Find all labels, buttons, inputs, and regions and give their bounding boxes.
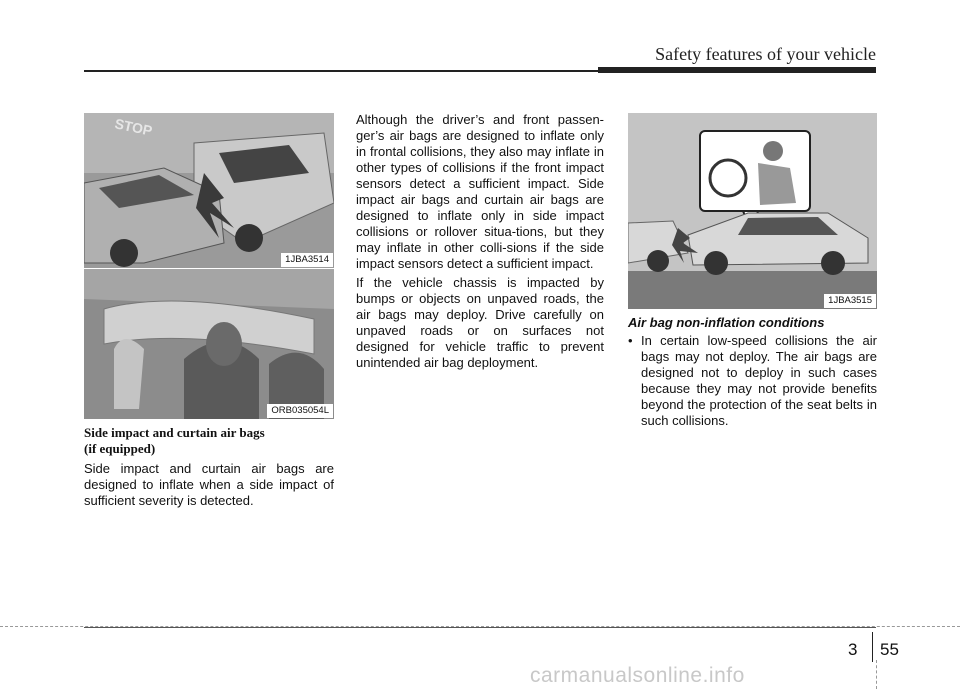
figure-label: ORB035054L (267, 404, 333, 418)
bullet-text: In certain low-speed collisions the air bags may not deploy. The air bags are designed not to deploy in such cases because they may not provide benefits beyond the protection of the seat belts in such collisions. (641, 333, 877, 428)
figure-low-speed-collision (628, 113, 877, 309)
figure-side-collision (84, 113, 334, 268)
heading-line-1: Side impact and curtain air bags (84, 425, 265, 440)
figure-curtain-airbag (84, 269, 334, 419)
heading-line-2: (if equipped) (84, 441, 156, 456)
watermark: carmanualsonline.info (530, 664, 745, 687)
page-number-divider (872, 632, 873, 662)
curtain-airbag-illustration (84, 269, 334, 419)
paragraph-2: If the vehicle chassis is impacted by bumps or objects on unpaved roads, the air bags may deploy. Drive carefully on unpaved roads or on surfaces not designed for vehicle traffic to prevent unintended air bag deployment. (356, 275, 604, 370)
subheading: Air bag non-inflation conditions (628, 315, 825, 330)
section-heading (84, 425, 334, 457)
footer-dashed-vertical (876, 660, 877, 689)
column-1 (84, 425, 334, 512)
figure-label: 1JBA3515 (824, 294, 876, 308)
list-item (628, 333, 877, 429)
column-2 (356, 112, 604, 374)
figure-label: 1JBA3514 (281, 253, 333, 267)
bullet-icon: • (628, 333, 633, 348)
low-speed-collision-illustration (628, 113, 877, 309)
column-3 (628, 315, 877, 429)
chapter-number: 3 (848, 640, 858, 659)
side-collision-illustration (84, 113, 334, 268)
page-number: 55 (880, 640, 899, 659)
header-rule-accent (598, 67, 876, 73)
footer-rule (84, 627, 876, 628)
header-title: Safety features of your vehicle (655, 44, 876, 64)
paragraph-1: Although the driver’s and front passen-ger’s air bags are designed to inflate only in frontal collisions, they also may inflate in other types of collisions if the front impact sensors detect a sufficient impact. Side impact air bags and curtain air bags are designed to inflate only in side impact collisions or rollover situa-tions, but they may inflate in other colli-sions if the side impact sensors detect a sufficient impact. (356, 112, 604, 271)
stop-road-marking: STOP (113, 115, 154, 139)
paragraph: Side impact and curtain air bags are designed to inflate when a side impact of sufficient severity is detected. (84, 461, 334, 508)
